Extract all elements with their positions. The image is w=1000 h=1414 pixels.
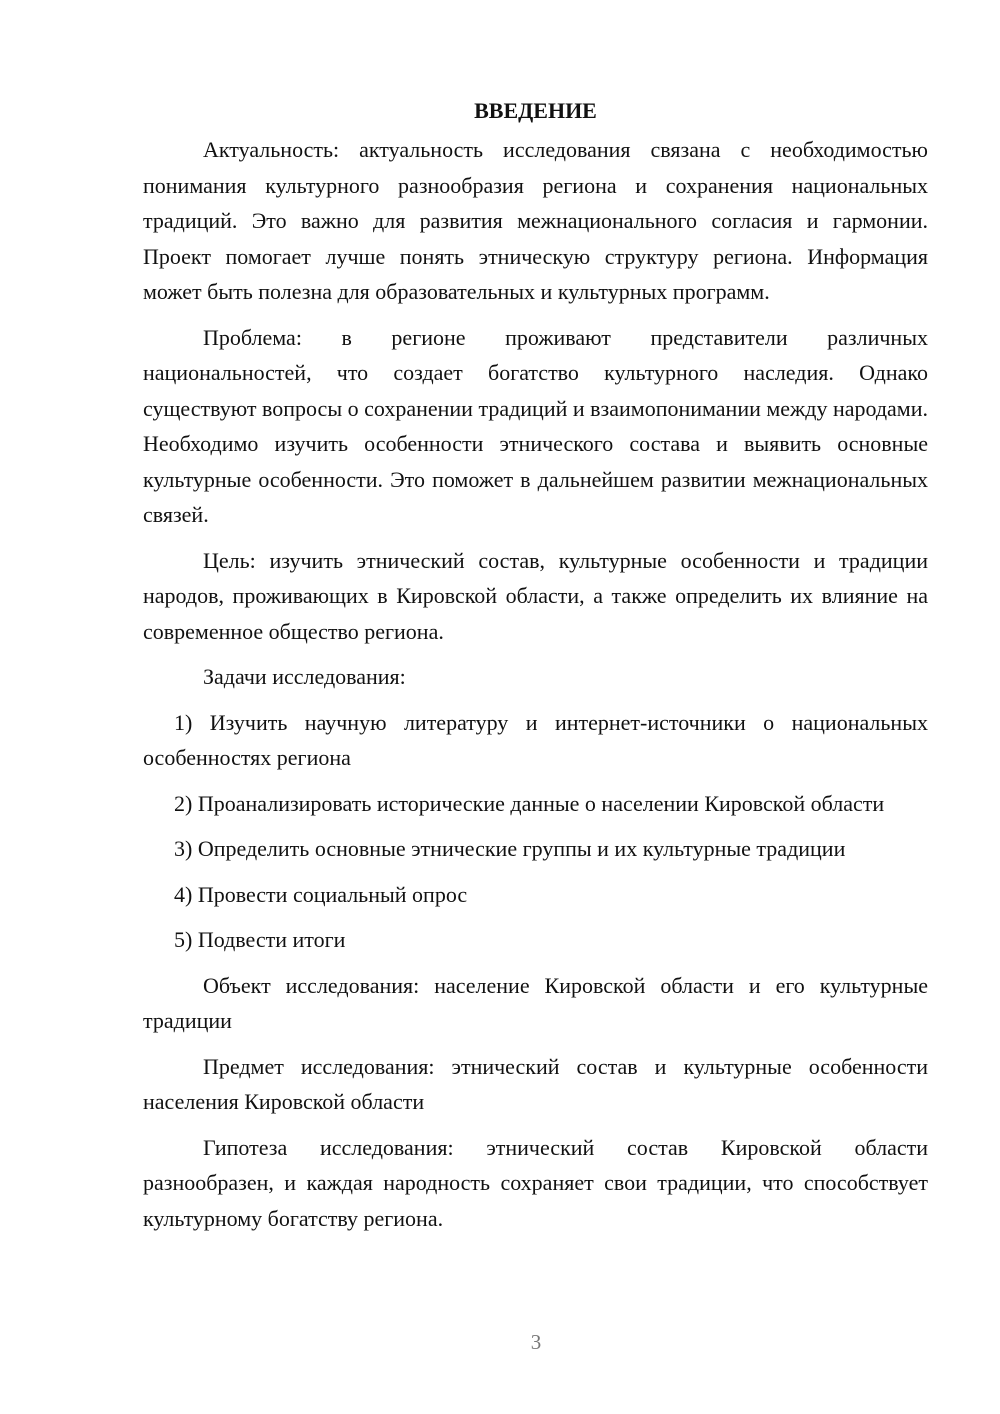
task-item: 4) Провести социальный опрос [174,881,468,907]
subject-paragraph: Предмет исследования: этнический состав и культурные особенности населения Кировской области [143,1053,928,1114]
relevance-paragraph: Актуальность: актуальность исследования связана с необходимостью понимания культурного разнообразия региона и сохранения национальных традиций. Это важно для развития межнационального согласия и гармонии. Проект помогает лучше понять этническую структуру региона. Информация может быть полезна для образовательных и культурных программ. [143,137,928,304]
page-number: 3 [530,1330,542,1354]
section-title: ВВЕДЕНИЕ [474,98,597,123]
hypothesis-paragraph: Гипотеза исследования: этнический состав Кировской области разнообразен, и каждая народность сохраняет свои традиции, что способствует культурному богатству региона. [143,1134,928,1231]
object-paragraph: Объект исследования: население Кировской области и его культурные традиции [143,972,928,1033]
task-item: 1) Изучить научную литературу и интернет-источники о национальных особенностях региона [143,709,928,770]
task-item: 3) Определить основные этнические группы и их культурные традиции [174,836,846,861]
task-item: 5) Подвести итоги [174,927,346,952]
document-page [143,93,928,1236]
problem-paragraph: Проблема: в регионе проживают представители различных национальностей, что создает богатство культурного наследия. Однако существуют вопросы о сохранении традиций и взаимопонимании между народами. Необходимо изучить особенности этнического состава и выявить основные культурные особенности. Это поможет в дальнейшем развитии межнациональных связей. [143,324,929,527]
tasks-heading: Задачи исследования: [203,664,406,689]
task-item: 2) Проанализировать исторические данные о населении Кировской области [174,790,885,816]
goal-paragraph: Цель: изучить этнический состав, культурные особенности и традиции народов, проживающих в Кировской области, а также определить их влияние на современное общество региона. [143,547,928,644]
